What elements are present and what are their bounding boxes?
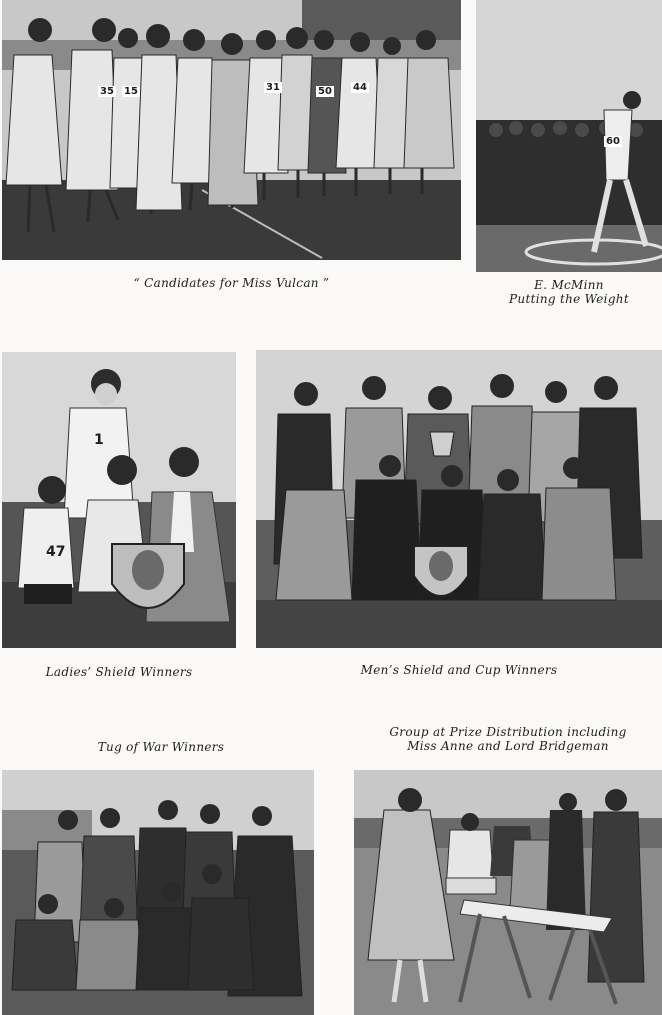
- photo-ladies-shield-winners: [2, 352, 236, 648]
- bib-number: 50: [318, 86, 332, 97]
- caption-miss-vulcan: “ Candidates for Miss Vulcan ”: [133, 276, 330, 290]
- photo-miss-vulcan-candidates: [2, 0, 461, 260]
- bib-number: 15: [124, 86, 138, 97]
- caption-prize-distribution: Group at Prize Distribution including Miss Anne and Lord Bridgeman: [389, 725, 627, 753]
- caption-mcminn: E. McMinn Putting the Weight: [509, 278, 629, 306]
- photo-mens-shield-cup-winners: [256, 350, 662, 648]
- bib-number: 47: [46, 544, 66, 560]
- caption-ladies-shield: Ladies’ Shield Winners: [45, 665, 193, 679]
- caption-tug-of-war: Tug of War Winners: [97, 740, 225, 754]
- bib-number: 31: [266, 82, 280, 93]
- photo-prize-distribution-group: [354, 770, 662, 1015]
- photo-tug-of-war-winners: [2, 770, 314, 1015]
- bib-number: 60: [606, 136, 620, 147]
- bib-number: 35: [100, 86, 114, 97]
- caption-mens-shield: Men’s Shield and Cup Winners: [360, 663, 558, 677]
- bib-number: 1: [94, 432, 104, 448]
- photo-mcminn-putting-weight: [476, 0, 662, 272]
- bib-number: 44: [353, 82, 367, 93]
